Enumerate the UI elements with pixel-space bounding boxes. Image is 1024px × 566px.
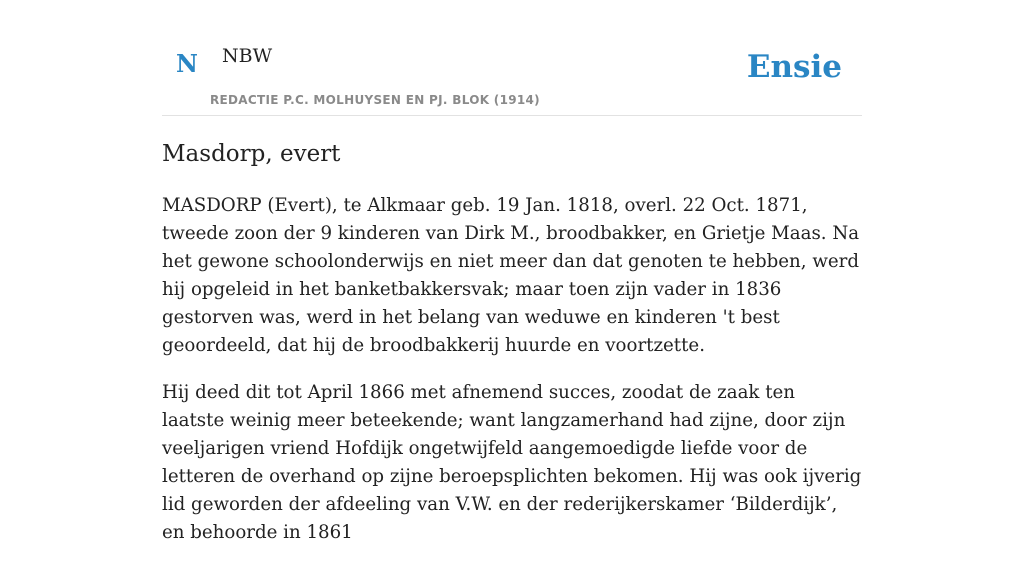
article-body: [162, 192, 862, 566]
article-title: Masdorp, evert: [162, 141, 341, 167]
article-paragraph: MASDORP (Evert), te Alkmaar geb. 19 Jan. 1818, overl. 22 Oct. 1871, tweede zoon der 9 kinderen van Dirk M., broodbakker, en Grietje Maas. Na het gewone schoolonderwijs en niet meer dan dat genoten te hebben, werd hij opgeleid in het banketbakkersvak; maar toen zijn vader in 1836 gestorven was, werd in het belang van weduwe en kinderen 't best geoordeeld, dat hij de broodbakkerij huurde en voortzette.: [162, 195, 860, 356]
brand-logo-link[interactable]: Ensie: [746, 49, 842, 85]
article-paragraph: Hij deed dit tot April 1866 met afnemend succes, zoodat de zaak ten laatste weinig meer beteekende; want langzamerhand had zijne, door zijn veeljarigen vriend Hofdijk ongetwijfeld aangemoedigde liefde voor de letteren de overhand op zijne beroepsplichten bekomen. Hij was ook ijverig lid geworden der afdeeling van V.W. en der rederijkerskamer ‘Bilderdijk’, en behoorde in 1861: [162, 382, 862, 543]
site-header: [162, 0, 862, 116]
source-name-link[interactable]: NBW: [222, 45, 273, 67]
source-logo[interactable]: N: [176, 49, 198, 78]
source-subtitle: REDACTIE P.C. MOLHUYSEN EN PJ. BLOK (1914): [210, 93, 540, 107]
